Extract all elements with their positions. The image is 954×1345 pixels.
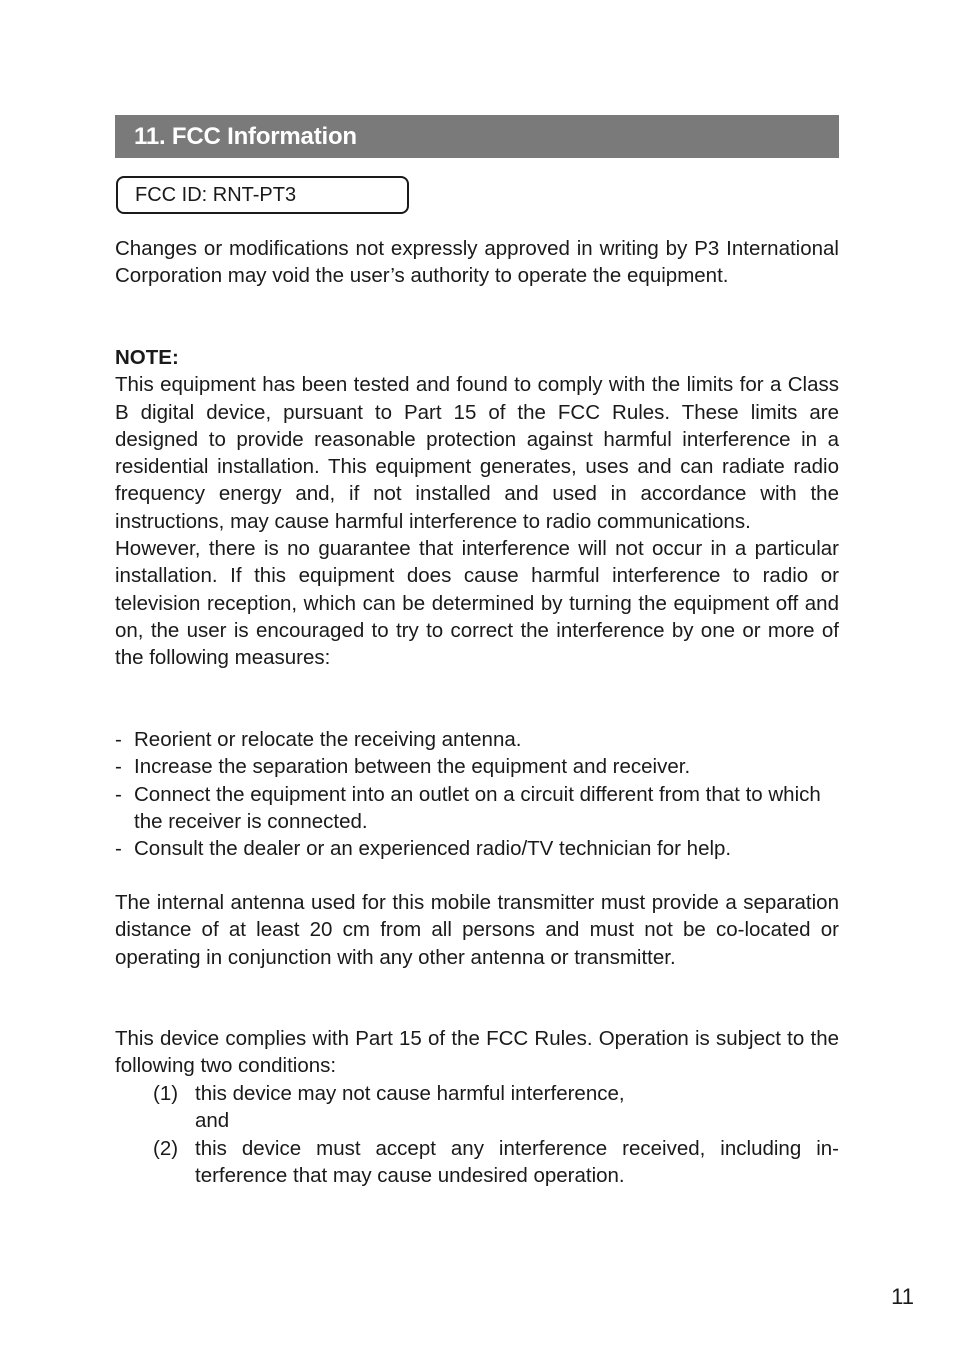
fcc-id-text: FCC ID: RNT-PT3: [135, 183, 297, 206]
condition-item: [153, 1080, 839, 1135]
section-header: [115, 115, 839, 158]
section-title: 11. FCC Information: [134, 122, 357, 150]
condition-text: this device must accept any interference received, including interference that may cause undesired operation.: [195, 1136, 839, 1187]
list-item: [115, 781, 839, 836]
list-item: [115, 753, 839, 780]
antenna-text: The internal antenna used for this mobile transmitter must provide a separation distance of at least 20 cm from all persons and must not be co-located or operating in conjunction with any other antenna or transmitter.: [115, 891, 839, 969]
list-bullet: -: [115, 782, 122, 806]
note-label: NOTE:: [115, 346, 179, 369]
note-paragraph-1: This equipment has been tested and found to comply with the limits for a Class B digital device, pursuant to Part 15 of the FCC Rules. These limits are designed to provide reasonable protection against harmful interference in a residential installation. This equipment generates, uses and can radiate radio frequency energy and, if not installed and used in accordance with the instructions, may cause harmful interference to radio communications.: [115, 373, 839, 533]
antenna-paragraph: [115, 889, 839, 971]
complies-paragraph: [115, 1025, 839, 1080]
list-bullet: -: [115, 728, 122, 751]
list-item: [115, 835, 839, 862]
note-section: [115, 344, 839, 672]
note-paragraph-2: However, there is no guarantee that interference will not occur in a particular installation. If this equipment does cause harmful interference to radio or television reception, which can be determined by turning the equipment off and on, the user is encouraged to try to correct the interference by one or more of the following measures:: [115, 537, 839, 670]
condition-number: (1): [153, 1082, 179, 1105]
condition-continuation: and: [195, 1109, 230, 1133]
page-number: 11: [891, 1284, 914, 1309]
list-item-text: Connect the equipment into an outlet on a circuit different from that to which the receiver is connected.: [134, 782, 821, 833]
list-item-text: Consult the dealer or an experienced radio/TV technician for help.: [134, 837, 732, 861]
list-item: [115, 726, 839, 753]
list-item-text: Reorient or relocate the receiving antenna.: [134, 728, 522, 751]
changes-text: Changes or modifications not expressly approved in writing by P3 International Corporation may void the user’s authority to operate the equipment.: [115, 237, 839, 288]
measures-list: [115, 726, 839, 862]
list-bullet: -: [115, 837, 122, 861]
condition-text: this device may not cause harmful interference,: [195, 1082, 625, 1105]
condition-number: (2): [153, 1136, 179, 1160]
fcc-id-box: [116, 176, 409, 214]
conditions-list: [153, 1080, 839, 1189]
complies-text: This device complies with Part 15 of the FCC Rules. Operation is subject to the following two conditions:: [115, 1027, 839, 1078]
changes-paragraph: [115, 235, 839, 290]
list-bullet: -: [115, 755, 122, 779]
list-item-text: Increase the separation between the equipment and receiver.: [134, 755, 691, 779]
condition-item: [153, 1135, 839, 1190]
